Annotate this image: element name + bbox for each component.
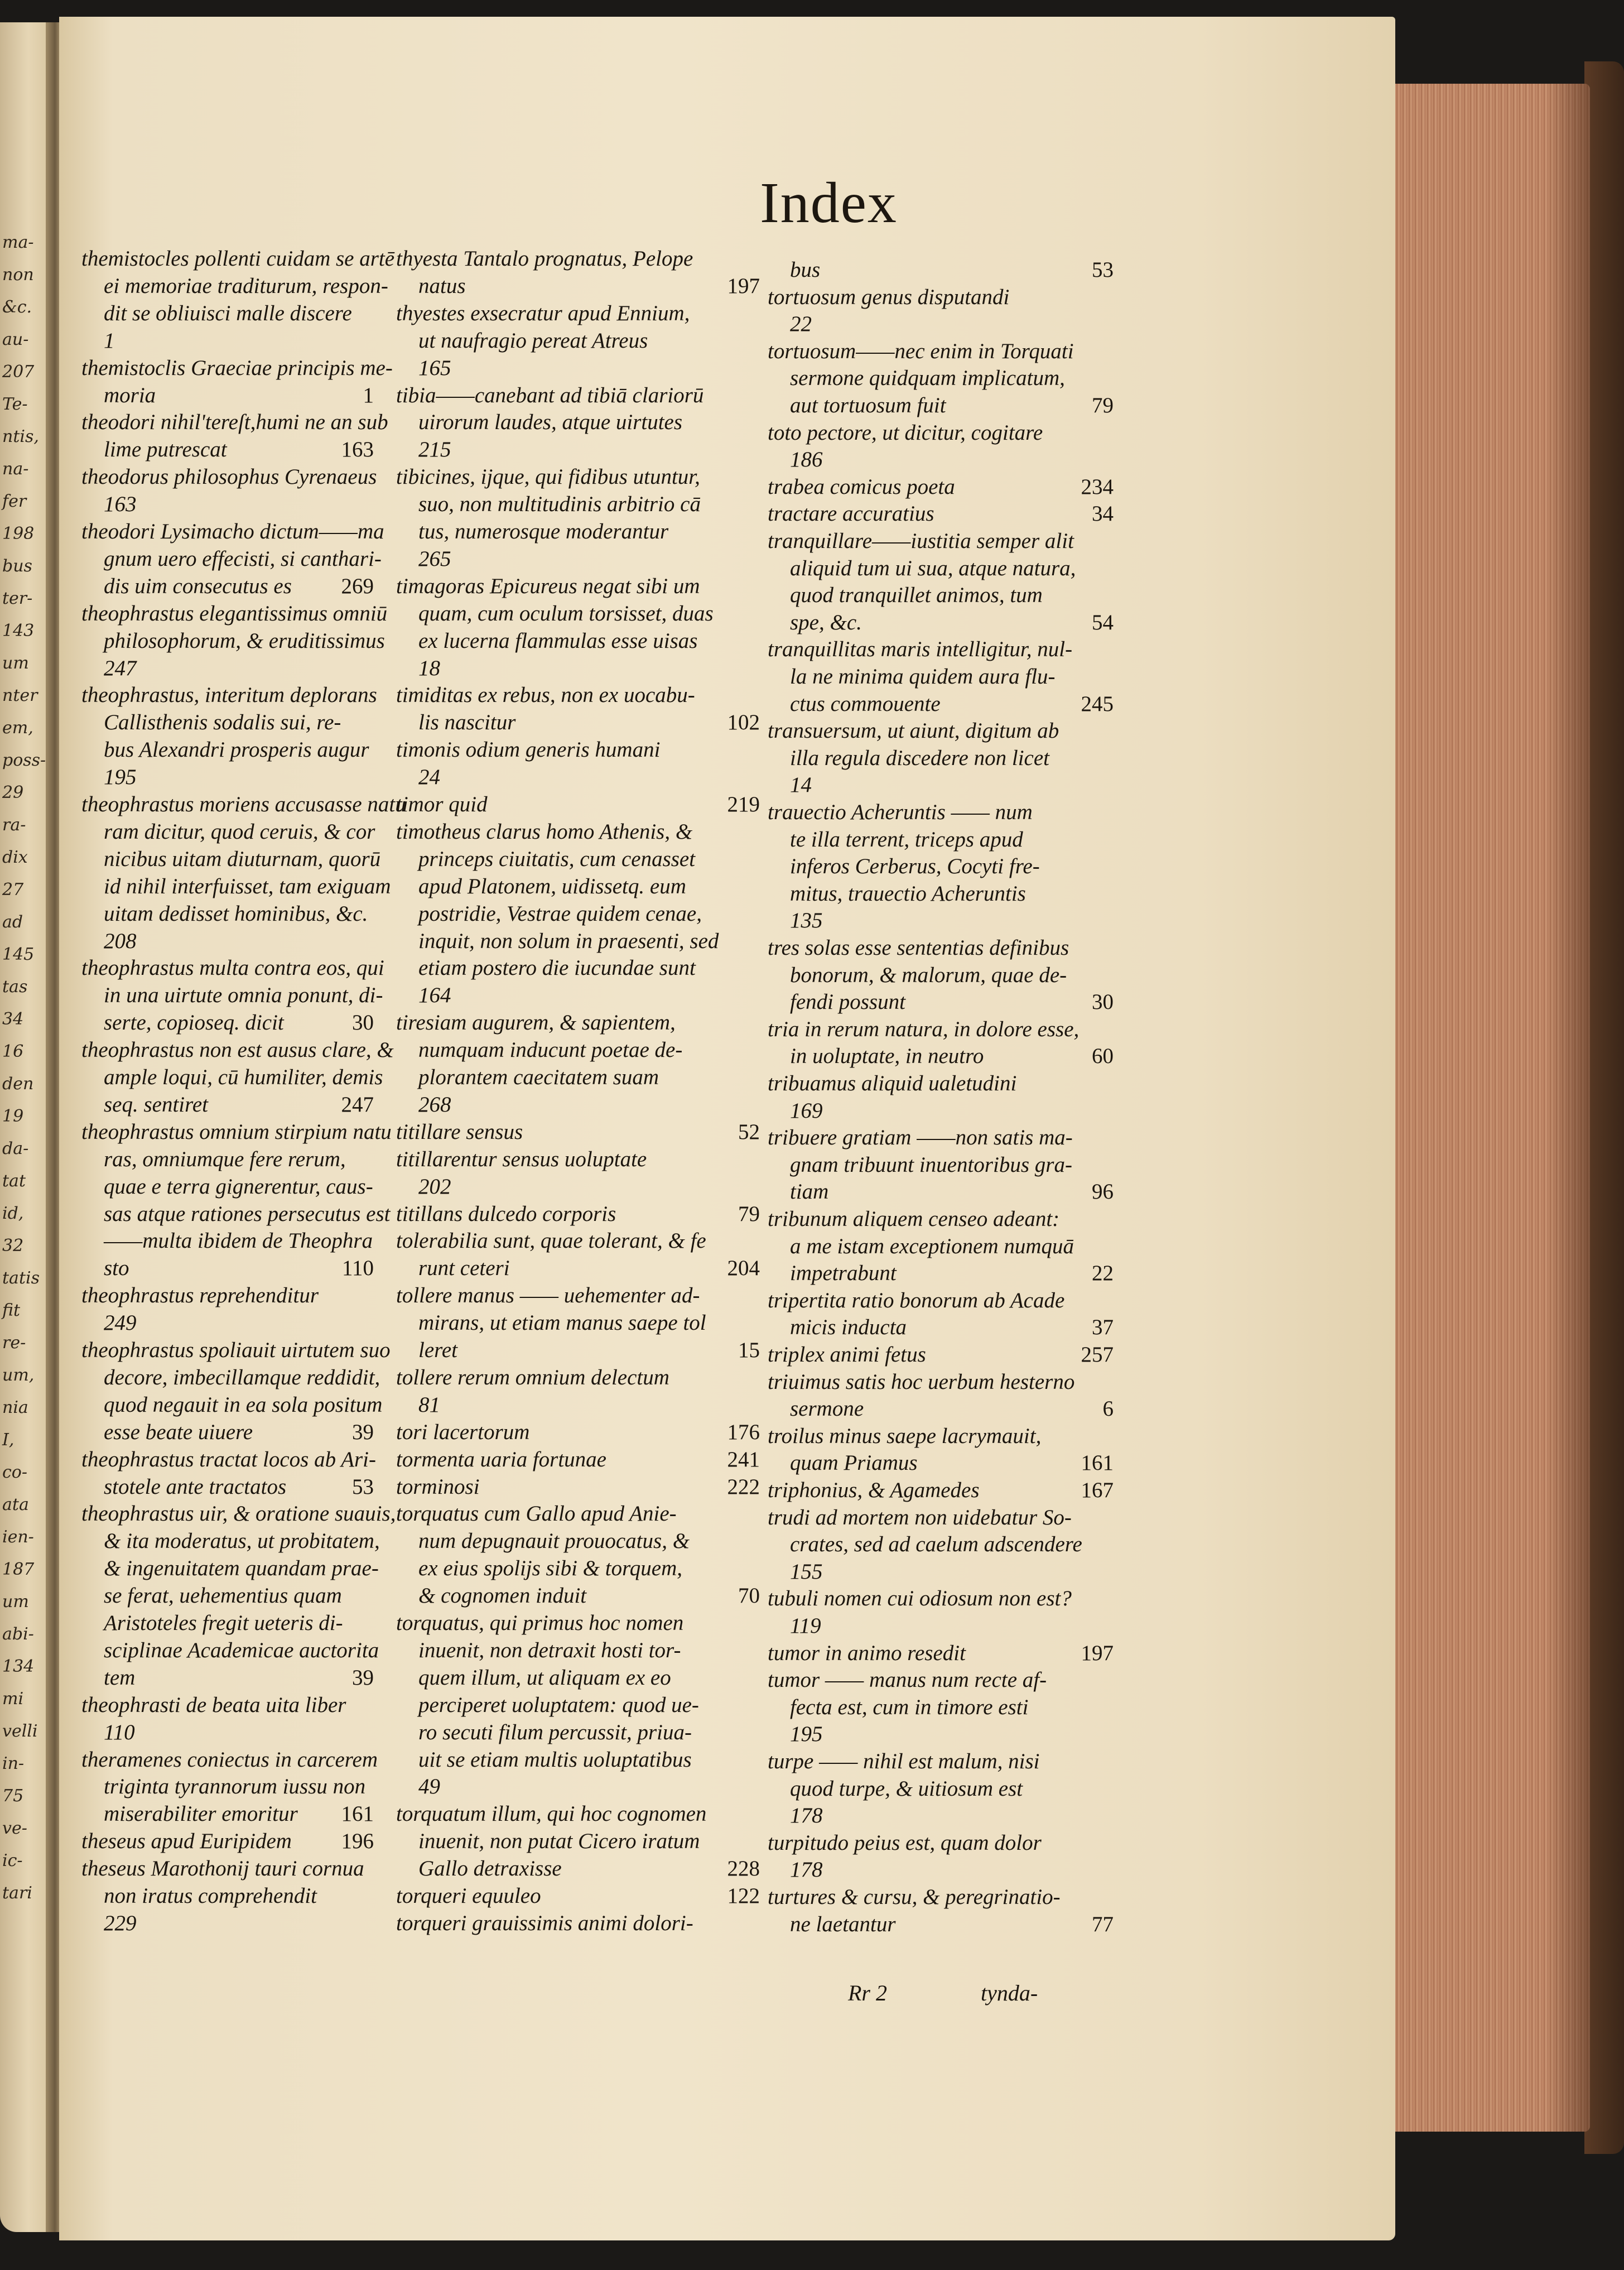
index-line: 195 xyxy=(104,765,137,789)
index-line: impetrabunt xyxy=(790,1261,897,1285)
index-line: lis nascitur xyxy=(418,710,516,734)
facing-page-fragment: 143 xyxy=(2,621,35,641)
facing-page-fragment: 29 xyxy=(2,783,24,802)
index-line: tortuosum genus disputandi xyxy=(768,285,1010,309)
index-line: 215 xyxy=(418,437,451,461)
page-reference: 30 xyxy=(352,1011,374,1035)
facing-page-fragment: poss- xyxy=(2,751,46,770)
index-line: tollere manus —— uehementer ad- xyxy=(396,1283,700,1307)
index-line: 208 xyxy=(104,929,137,953)
facing-page-fragment: Te- xyxy=(2,395,28,414)
index-line: tori lacertorum xyxy=(396,1420,530,1444)
facing-page-fragment: co- xyxy=(2,1463,27,1482)
index-line: titillare sensus xyxy=(396,1120,523,1144)
index-line: mitus, trauectio Acheruntis xyxy=(790,882,1026,906)
facing-page-fragment: in- xyxy=(2,1754,25,1773)
index-line: tortuosum——nec enim in Torquati xyxy=(768,339,1074,363)
index-line: se ferat, uehementius quam xyxy=(104,1584,342,1608)
facing-page-fragment: tas xyxy=(2,977,28,997)
index-line: aliquid tum ui sua, atque natura, xyxy=(790,556,1076,580)
index-line: dis uim consecutus es xyxy=(104,574,292,598)
index-line: 24 xyxy=(418,765,440,789)
page-reference: 52 xyxy=(738,1120,760,1144)
page-reference: 176 xyxy=(727,1420,760,1444)
page-reference: 60 xyxy=(1092,1044,1114,1068)
index-line: themistocles pollenti cuidam se artē xyxy=(81,247,395,271)
page-reference: 197 xyxy=(727,274,760,298)
index-line: plorantem caecitatem suam xyxy=(418,1065,659,1089)
index-line: turtures & cursu, & peregrinatio- xyxy=(768,1885,1061,1909)
page-reference: 110 xyxy=(341,1256,374,1280)
index-line: ample loqui, cū humiliter, demis xyxy=(104,1065,383,1089)
index-line: theodori nihil'tereſt,humi ne an sub xyxy=(81,410,388,434)
page-reference: 196 xyxy=(341,1829,374,1853)
index-line: theodori Lysimacho dictum——ma xyxy=(81,520,384,544)
facing-page-fragment: ve- xyxy=(2,1819,27,1838)
index-line: titillarentur sensus uoluptate xyxy=(396,1147,647,1171)
facing-page-fragment: um, xyxy=(2,1365,35,1385)
page-block-shadow xyxy=(1370,84,1590,2132)
index-line: turpitudo peius est, quam dolor xyxy=(768,1831,1042,1855)
facing-page-fragment: non xyxy=(2,265,34,285)
page-reference: 102 xyxy=(727,710,760,734)
page-reference: 70 xyxy=(738,1584,760,1608)
index-line: fecta est, cum in timore esti xyxy=(790,1695,1029,1719)
index-line: quod negauit in ea sola positum xyxy=(104,1393,383,1417)
facing-page-fragment: 198 xyxy=(2,524,35,544)
index-line: troilus minus saepe lacrymauit, xyxy=(768,1424,1042,1448)
index-line: 155 xyxy=(790,1560,823,1584)
index-line: Aristoteles fregit ueteris di- xyxy=(104,1611,343,1635)
facing-page-edge xyxy=(0,22,51,2232)
index-line: triplex animi fetus xyxy=(768,1343,926,1367)
index-line: bus Alexandri prosperis augur xyxy=(104,738,369,762)
facing-page-fragment: 187 xyxy=(2,1560,35,1579)
page-reference: 161 xyxy=(341,1802,374,1826)
index-line: & ingenuitatem quandam prae- xyxy=(104,1556,379,1580)
page-reference: 79 xyxy=(738,1202,760,1226)
facing-page-fragment: da- xyxy=(2,1139,29,1158)
index-line: inferos Cerberus, Cocyti fre- xyxy=(790,854,1040,878)
index-line: non iratus comprehendit xyxy=(104,1884,317,1908)
index-line: Gallo detraxisse xyxy=(418,1857,562,1881)
facing-page-fragment: fer xyxy=(2,492,27,511)
index-line: 202 xyxy=(418,1175,451,1199)
index-line: trudi ad mortem non uidebatur So- xyxy=(768,1506,1072,1530)
index-line: moria xyxy=(104,383,156,407)
facing-page-fragment: mi xyxy=(2,1689,24,1709)
index-line: ro secuti filum percussit, priua- xyxy=(418,1720,692,1744)
index-line: 164 xyxy=(418,983,451,1007)
index-line: themistoclis Graeciae principis me- xyxy=(81,356,393,380)
page-reference: 39 xyxy=(352,1666,374,1690)
index-line: quod turpe, & uitiosum est xyxy=(790,1777,1023,1801)
index-line: sermone xyxy=(790,1397,864,1421)
index-line: mirans, ut etiam manus saepe tol xyxy=(418,1311,706,1335)
index-line: tribuere gratiam ——non satis ma- xyxy=(768,1126,1073,1150)
index-line: tiam xyxy=(790,1180,829,1204)
index-line: gnam tribuunt inuentoribus gra- xyxy=(790,1153,1072,1177)
page-reference: 6 xyxy=(1102,1397,1114,1421)
index-line: torquatus cum Gallo apud Anie- xyxy=(396,1502,677,1526)
index-line: theophrastus, interitum deplorans xyxy=(81,683,377,707)
page-reference: 167 xyxy=(1081,1478,1114,1502)
index-line: 18 xyxy=(418,656,440,680)
facing-page-fragment: um xyxy=(2,653,29,673)
index-line: tria in rerum natura, in dolore esse, xyxy=(768,1017,1080,1041)
index-line: lime putrescat xyxy=(104,437,227,461)
facing-page-fragment: um xyxy=(2,1592,29,1612)
index-line: uitam dedisset hominibus, &c. xyxy=(104,902,368,926)
index-line: bonorum, & malorum, quae de- xyxy=(790,963,1067,987)
index-line: bus xyxy=(790,258,821,282)
facing-page-fragment: den xyxy=(2,1074,34,1094)
page-reference: 247 xyxy=(341,1093,374,1117)
index-line: 265 xyxy=(418,547,451,571)
index-line: timonis odium generis humani xyxy=(396,738,661,762)
index-line: gnum uero effecisti, si canthari- xyxy=(104,547,382,571)
index-line: turpe —— nihil est malum, nisi xyxy=(768,1749,1040,1773)
index-line: tranquillare——iustitia semper alit xyxy=(768,529,1074,553)
index-line: micis inducta xyxy=(790,1315,907,1339)
facing-page-fragment: ien- xyxy=(2,1527,34,1547)
index-line: tem xyxy=(104,1666,136,1690)
index-line: trabea comicus poeta xyxy=(768,475,955,499)
index-line: te illa terrent, triceps apud xyxy=(790,828,1023,852)
index-line: in una uirtute omnia ponunt, di- xyxy=(104,983,383,1007)
index-line: theodorus philosophus Cyrenaeus xyxy=(81,465,377,489)
index-line: & ita moderatus, ut probitatem, xyxy=(104,1529,380,1553)
facing-page-fragment: 34 xyxy=(2,1009,24,1029)
index-line: torqueri equuleo xyxy=(396,1884,541,1908)
index-line: 135 xyxy=(790,908,823,932)
page-reference: 53 xyxy=(352,1475,374,1499)
facing-page-fragment: ra- xyxy=(2,815,26,835)
index-line: tribunum aliquem censeo adeant: xyxy=(768,1207,1060,1231)
index-line: 249 xyxy=(104,1311,137,1335)
facing-page-fragment: nia xyxy=(2,1398,28,1417)
page-reference: 34 xyxy=(1092,502,1114,526)
page-reference: 204 xyxy=(727,1256,760,1280)
index-line: fendi possunt xyxy=(790,990,905,1014)
index-line: 178 xyxy=(790,1858,823,1882)
index-line: quam Priamus xyxy=(790,1451,918,1475)
page-reference: 163 xyxy=(341,437,374,461)
facing-page-fragment: tari xyxy=(2,1883,32,1903)
index-line: princeps ciuitatis, cum cenasset xyxy=(418,847,696,871)
index-line: 119 xyxy=(790,1614,821,1638)
facing-page-fragment: I, xyxy=(2,1430,15,1450)
index-line: uit se etiam multis uoluptatibus xyxy=(418,1748,692,1772)
index-line: natus xyxy=(418,274,466,298)
facing-page-fragment: re- xyxy=(2,1333,26,1353)
facing-page-fragment: tat xyxy=(2,1171,26,1191)
page-title: Index xyxy=(760,171,898,235)
index-line: tormenta uaria fortunae xyxy=(396,1447,606,1471)
index-line: tribuamus aliquid ualetudini xyxy=(768,1071,1017,1095)
facing-page-fragment: ad xyxy=(2,912,23,932)
facing-page-fragment: 134 xyxy=(2,1657,35,1676)
index-line: inquit, non solum in praesenti, sed xyxy=(418,929,719,953)
index-line: torquatus, qui primus hoc nomen xyxy=(396,1611,684,1635)
page-reference: 197 xyxy=(1081,1641,1114,1665)
index-line: tiresiam augurem, & sapientem, xyxy=(396,1011,676,1035)
index-line: in uoluptate, in neutro xyxy=(790,1044,984,1068)
index-line: & cognomen induit xyxy=(418,1584,587,1608)
page-reference: 245 xyxy=(1081,692,1114,716)
index-line: triuimus satis hoc uerbum hesterno xyxy=(768,1370,1075,1394)
facing-page-fragment: ic- xyxy=(2,1851,23,1870)
index-line: theophrastus tractat locos ab Ari- xyxy=(81,1447,376,1471)
page-reference: 222 xyxy=(727,1475,760,1499)
index-line: theophrastus non est ausus clare, & xyxy=(81,1038,394,1062)
facing-page-fragment: ter- xyxy=(2,589,33,608)
index-line: transuersum, ut aiunt, digitum ab xyxy=(768,719,1059,743)
index-line: etiam postero die iucundae sunt xyxy=(418,956,696,980)
page-reference: 228 xyxy=(727,1857,760,1881)
index-line: 14 xyxy=(790,773,812,797)
facing-page-fragment: fit xyxy=(2,1301,21,1320)
page-reference: 122 xyxy=(727,1884,760,1908)
book-cover-edge xyxy=(1584,61,1624,2154)
facing-page-fragment: au- xyxy=(2,330,29,349)
page-reference: 79 xyxy=(1092,393,1114,417)
index-line: 186 xyxy=(790,448,823,472)
page-reference: 37 xyxy=(1092,1315,1114,1339)
index-line: tibia——canebant ad tibiā clariorū xyxy=(396,383,704,407)
index-line: torminosi xyxy=(396,1475,480,1499)
index-line: tus, numerosque moderantur xyxy=(418,520,669,544)
index-line: titillans dulcedo corporis xyxy=(396,1202,616,1226)
index-line: theseus Marothonij tauri cornua xyxy=(81,1857,364,1881)
facing-page-fragment: 75 xyxy=(2,1786,24,1806)
index-line: ctus commouente xyxy=(790,692,941,716)
index-line: sciplinae Academicae auctorita xyxy=(104,1638,379,1662)
index-line: ——multa ibidem de Theophra xyxy=(104,1229,373,1253)
index-line: illa regula discedere non licet xyxy=(790,746,1049,770)
index-line: 1 xyxy=(104,329,115,353)
index-line: leret xyxy=(418,1338,458,1362)
index-line: quem illum, ut aliquam ex eo xyxy=(418,1666,671,1690)
index-line: seq. sentiret xyxy=(104,1093,209,1117)
index-line: 81 xyxy=(418,1393,440,1417)
page-reference: 257 xyxy=(1081,1343,1114,1367)
facing-page-fragment: id, xyxy=(2,1204,24,1223)
index-line: theophrastus spoliauit uirtutem suo xyxy=(81,1338,391,1362)
index-line: esse beate uiuere xyxy=(104,1420,253,1444)
index-line: timagoras Epicureus negat sibi um xyxy=(396,574,700,598)
page-reference: 39 xyxy=(352,1420,374,1444)
facing-page-fragment: 32 xyxy=(2,1236,24,1256)
index-line: 178 xyxy=(790,1804,823,1827)
index-line: postridie, Vestrae quidem cenae, xyxy=(418,902,702,926)
facing-page-fragment: 19 xyxy=(2,1107,24,1126)
index-line: tubuli nomen cui odiosum non est? xyxy=(768,1586,1072,1610)
facing-page-fragment: dix xyxy=(2,848,28,867)
index-line: num depugnauit prouocatus, & xyxy=(418,1529,690,1553)
index-line: timor quid xyxy=(396,792,488,816)
index-line: theseus apud Euripidem xyxy=(81,1829,292,1853)
page-reference: 161 xyxy=(1081,1451,1114,1475)
index-line: 268 xyxy=(418,1093,451,1117)
page-reference: 234 xyxy=(1081,475,1114,499)
index-line: tumor —— manus num recte af- xyxy=(768,1668,1047,1692)
facing-page-fragment: velli xyxy=(2,1721,38,1741)
index-line: sto xyxy=(104,1256,129,1280)
index-line: tres solas esse sententias definibus xyxy=(768,936,1069,960)
index-line: perciperet uoluptatem: quod ue- xyxy=(418,1693,699,1717)
index-line: tumor in animo resedit xyxy=(768,1641,966,1665)
index-line: theramenes coniectus in carcerem xyxy=(81,1748,378,1772)
index-line: quam, cum oculum torsisset, duas xyxy=(418,602,714,626)
facing-page-fragment: na- xyxy=(2,459,29,479)
index-line: sermone quidquam implicatum, xyxy=(790,366,1065,390)
page-reference: 15 xyxy=(738,1338,760,1362)
index-line: thyestes exsecratur apud Ennium, xyxy=(396,301,690,325)
index-line: la ne minima quidem aura flu- xyxy=(790,665,1056,689)
page-reference: 269 xyxy=(341,574,374,598)
index-line: quae e terra gignerentur, caus- xyxy=(104,1175,373,1199)
facing-page-fragment: 207 xyxy=(2,362,35,382)
index-line: ras, omniumque fere rerum, xyxy=(104,1147,346,1171)
index-line: dit se obliuisci malle discere xyxy=(104,301,352,325)
page-reference: 1 xyxy=(363,383,374,407)
index-line: 195 xyxy=(790,1722,823,1746)
page-reference: 96 xyxy=(1092,1180,1114,1204)
facing-page-fragment: tatis xyxy=(2,1268,40,1288)
index-line: spe, &c. xyxy=(790,610,862,634)
index-line: 110 xyxy=(104,1720,135,1744)
facing-page-fragment: &c. xyxy=(2,297,32,317)
index-line: timiditas ex rebus, non ex uocabu- xyxy=(396,683,695,707)
index-line: runt ceteri xyxy=(418,1256,510,1280)
signature-mark: Rr 2 xyxy=(848,1980,887,2006)
facing-page-fragment: nter xyxy=(2,686,38,705)
index-line: tollere rerum omnium delectum xyxy=(396,1365,669,1389)
index-line: ut naufragio pereat Atreus xyxy=(418,329,648,353)
page-reference: 241 xyxy=(727,1447,760,1471)
index-line: suo, non multitudinis arbitrio cā xyxy=(418,492,701,516)
index-line: triginta tyrannorum iussu non xyxy=(104,1774,366,1798)
page-reference: 22 xyxy=(1092,1261,1114,1285)
index-line: 22 xyxy=(790,312,812,336)
index-line: 163 xyxy=(104,492,137,516)
index-line: 169 xyxy=(790,1099,823,1123)
facing-page-fragment: bus xyxy=(2,556,32,576)
index-line: theophrastus reprehenditur xyxy=(81,1283,319,1307)
index-line: timotheus clarus homo Athenis, & xyxy=(396,820,693,844)
page-reference: 53 xyxy=(1092,258,1114,282)
index-line: tolerabilia sunt, quae tolerant, & fe xyxy=(396,1229,706,1253)
facing-page-fragment: ntis, xyxy=(2,427,39,446)
facing-page-fragment: 16 xyxy=(2,1042,24,1061)
page-reference: 54 xyxy=(1092,610,1114,634)
index-line: philosophorum, & eruditissimus xyxy=(104,629,385,653)
index-line: tractare accuratius xyxy=(768,502,934,526)
index-line: 229 xyxy=(104,1911,137,1935)
index-line: torquatum illum, qui hoc cognomen xyxy=(396,1802,707,1826)
page-reference: 219 xyxy=(727,792,760,816)
index-line: theophrastus elegantissimus omniū xyxy=(81,602,388,626)
index-line: serte, copioseq. dicit xyxy=(104,1011,284,1035)
index-line: 49 xyxy=(418,1774,440,1798)
index-line: id nihil interfuisset, tam exiguam xyxy=(104,874,391,898)
index-line: theophrasti de beata uita liber xyxy=(81,1693,346,1717)
facing-page-fragment: ma- xyxy=(2,233,34,252)
index-line: ex eius spolijs sibi & torquem, xyxy=(418,1556,683,1580)
index-line: tripertita ratio bonorum ab Acade xyxy=(768,1288,1065,1312)
index-line: ex lucerna flammulas esse uisas xyxy=(418,629,698,653)
index-line: quod tranquillet animos, tum xyxy=(790,583,1043,607)
index-line: toto pectore, ut dicitur, cogitare xyxy=(768,421,1043,445)
catchword: tynda- xyxy=(981,1980,1038,2006)
index-line: crates, sed ad caelum adscendere xyxy=(790,1532,1082,1556)
page-reference: 30 xyxy=(1092,990,1114,1014)
index-line: inuenit, non detraxit hosti tor- xyxy=(418,1638,681,1662)
index-line: inuenit, non putat Cicero iratum xyxy=(418,1829,700,1853)
index-line: triphonius, & Agamedes xyxy=(768,1478,980,1502)
facing-page-fragment: 145 xyxy=(2,945,35,964)
index-line: ei memoriae traditurum, respon- xyxy=(104,274,388,298)
index-line: tranquillitas maris intelligitur, nul- xyxy=(768,637,1073,661)
index-line: apud Platonem, uidissetq. eum xyxy=(418,874,686,898)
facing-page-fragment: 27 xyxy=(2,880,24,900)
index-line: miserabiliter emoritur xyxy=(104,1802,298,1826)
index-line: aut tortuosum fuit xyxy=(790,393,946,417)
page-reference: 77 xyxy=(1092,1912,1114,1936)
index-line: decore, imbecillamque reddidit, xyxy=(104,1365,380,1389)
index-line: Callisthenis sodalis sui, re- xyxy=(104,710,341,734)
index-line: thyesta Tantalo prognatus, Pelope xyxy=(396,247,693,271)
index-line: a me istam exceptionem numquā xyxy=(790,1234,1074,1258)
index-line: theophrastus omnium stirpium natu xyxy=(81,1120,392,1144)
facing-page-fragment: ata xyxy=(2,1495,29,1514)
index-line: uirorum laudes, atque uirtutes xyxy=(418,410,683,434)
index-line: numquam inducunt poetae de- xyxy=(418,1038,683,1062)
index-line: 247 xyxy=(104,656,137,680)
facing-page-fragment: em, xyxy=(2,718,33,738)
index-line: theophrastus multa contra eos, qui xyxy=(81,956,384,980)
index-line: trauectio Acheruntis —— num xyxy=(768,800,1033,824)
index-line: tibicines, ijque, qui fidibus utuntur, xyxy=(396,465,700,489)
index-line: ne laetantur xyxy=(790,1912,896,1936)
index-line: ram dicitur, quod ceruis, & cor xyxy=(104,820,375,844)
index-line: theophrastus uir, & oratione suauis, xyxy=(81,1502,396,1526)
index-line: torqueri grauissimis animi dolori- xyxy=(396,1911,693,1935)
index-line: nicibus uitam diuturnam, quorū xyxy=(104,847,381,871)
index-line: stotele ante tractatos xyxy=(104,1475,287,1499)
index-line: 165 xyxy=(418,356,451,380)
index-line: sas atque rationes persecutus est xyxy=(104,1202,391,1226)
index-line: theophrastus moriens accusasse natu xyxy=(81,792,406,816)
facing-page-fragment: abi- xyxy=(2,1624,34,1644)
